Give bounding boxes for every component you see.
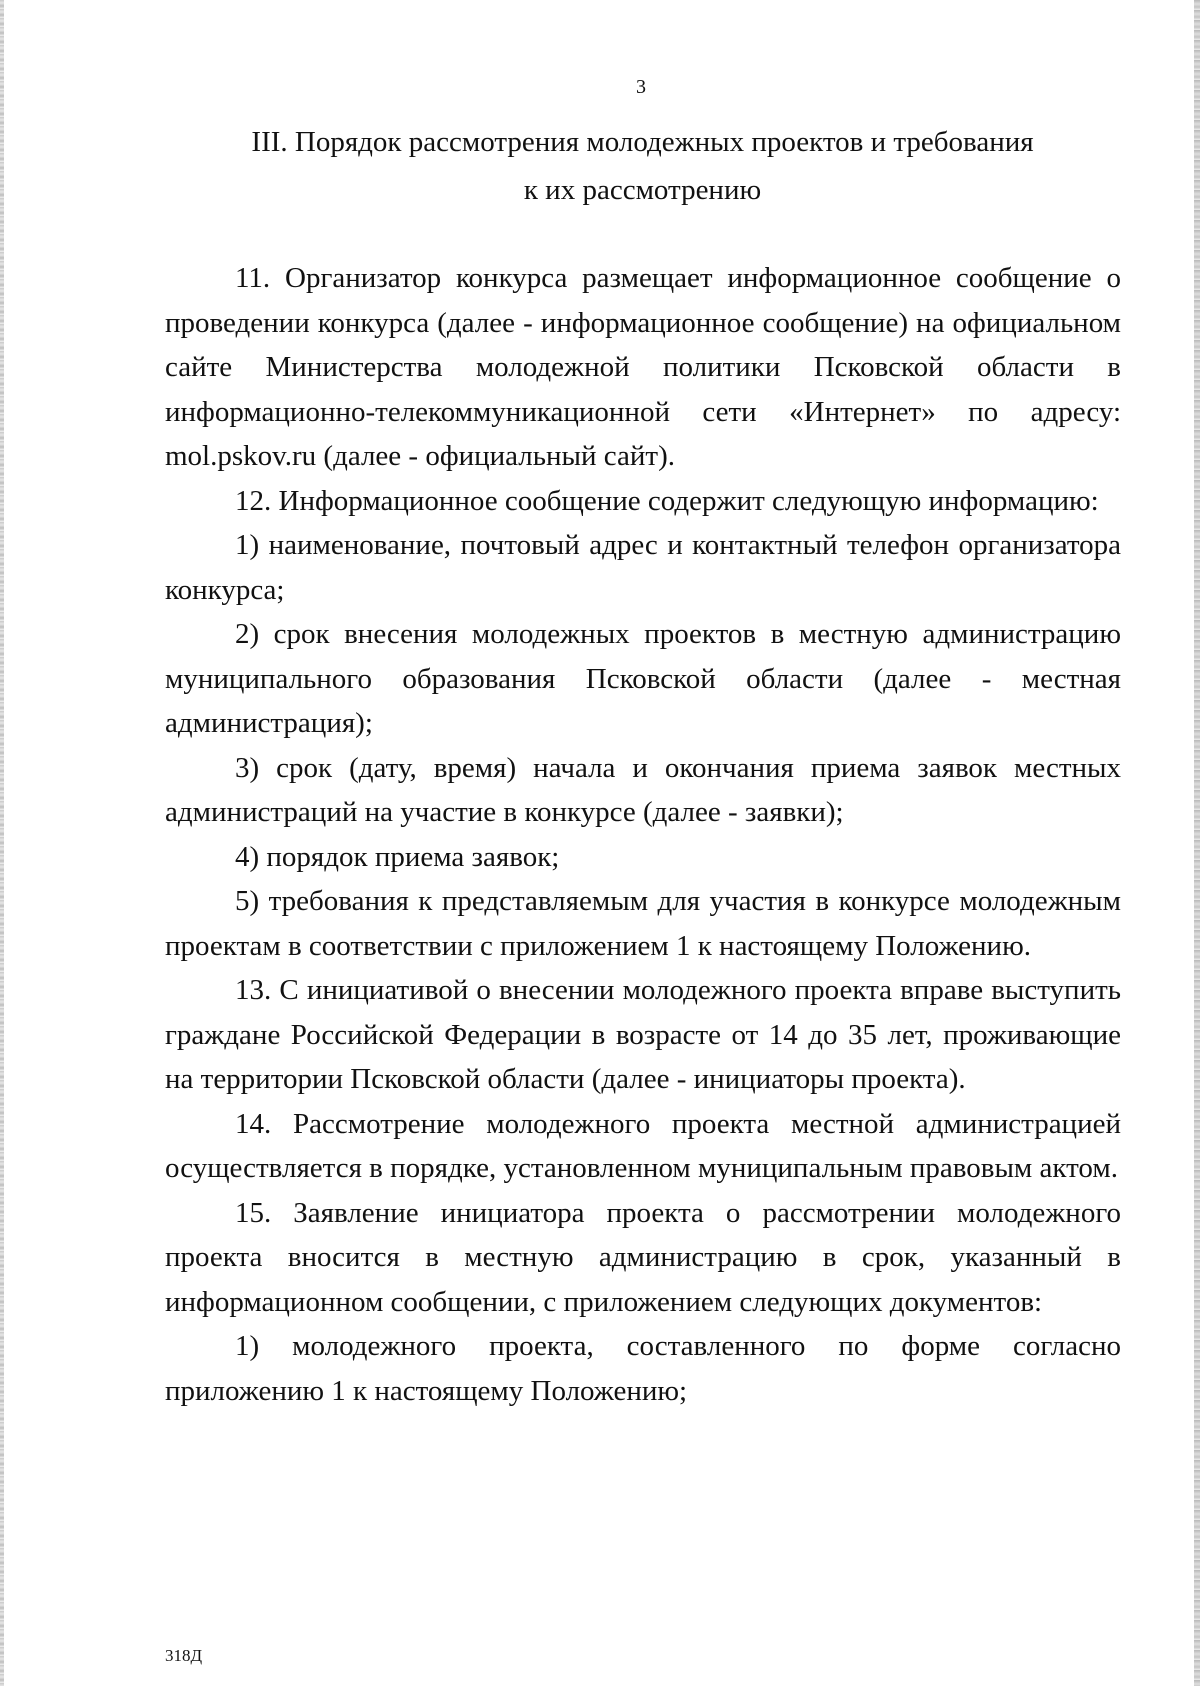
paragraph-14: 14. Рассмотрение молодежного проекта местной администрацией осуществляется в порядке, установленном муниципальным правовым актом. bbox=[165, 1107, 1121, 1184]
paragraph-13: 13. С инициативой о внесении молодежного проекта вправе выступить граждане Российской Федерации в возрасте от 14 до 35 лет, проживающие на территории Псковской области (далее - инициаторы проекта). bbox=[165, 974, 1121, 1095]
section-heading bbox=[165, 118, 1120, 214]
list-item-15-1: 1) молодежного проекта, составленного по форме согласно приложению 1 к настоящему Положению; bbox=[165, 1330, 1121, 1407]
list-item-12-3: 3) срок (дату, время) начала и окончания приема заявок местных администраций на участие в конкурсе (далее - заявки); bbox=[165, 751, 1121, 828]
footer-document-code: 318Д bbox=[165, 1646, 203, 1665]
list-item-12-1: 1) наименование, почтовый адрес и контактный телефон организатора конкурса; bbox=[165, 529, 1121, 606]
list-item-12-5: 5) требования к представляемым для участия в конкурсе молодежным проектам в соответствии с приложением 1 к настоящему Положению. bbox=[165, 885, 1121, 962]
page-number: 3 bbox=[636, 76, 646, 98]
list-item-12-2: 2) срок внесения молодежных проектов в местную администрацию муниципального образования Псковской области (далее - местная администрация); bbox=[165, 618, 1121, 739]
section-heading-line-2: к их рассмотрению bbox=[523, 174, 762, 206]
scan-edge-right bbox=[1194, 0, 1200, 1686]
paragraph-15: 15. Заявление инициатора проекта о рассмотрении молодежного проекта вносится в местную администрацию в срок, указанный в информационном сообщении, с приложением следующих документов: bbox=[165, 1196, 1121, 1318]
paragraph-12: 12. Информационное сообщение содержит следующую информацию: bbox=[235, 484, 1099, 517]
paragraph-11: 11. Организатор конкурса размещает информационное сообщение о проведении конкурса (далее - информационное сообщение) на официальном сайте Министерства молодежной политики Псковской области в информационно-телекоммуникационной сети «Интернет» по адресу: mol.pskov.ru (далее - официальный сайт). bbox=[165, 262, 1121, 472]
document-body bbox=[165, 256, 1121, 1413]
scan-edge-left bbox=[0, 0, 4, 1686]
section-heading-line-1: III. Порядок рассмотрения молодежных проектов и требования bbox=[251, 126, 1034, 158]
list-item-12-4: 4) порядок приема заявок; bbox=[235, 840, 560, 873]
